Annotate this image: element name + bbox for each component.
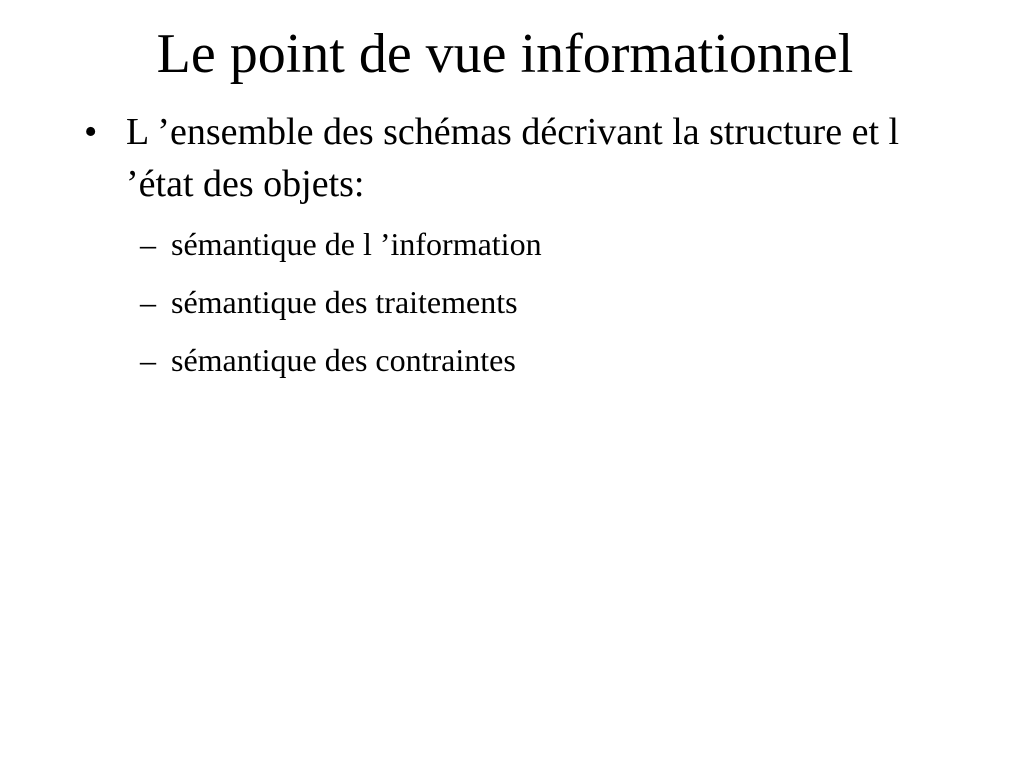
dash-marker: – (140, 284, 156, 320)
sub-bullet-item (140, 280, 940, 338)
sub-bullet-item (140, 222, 940, 280)
bullet-marker: • (84, 111, 98, 153)
dash-marker: – (140, 342, 156, 378)
slide-title: Le point de vue informationnel (156, 23, 854, 85)
bullet-text: L ’ensemble des schémas décrivant la structure et l ’état des objets: (126, 111, 900, 205)
bullet-item (84, 106, 944, 210)
sub-bullet-text: sémantique des traitements (171, 284, 518, 320)
sub-bullet-text: sémantique de l ’information (171, 226, 542, 262)
sub-bullet-list (140, 222, 940, 396)
sub-bullet-item (140, 338, 940, 396)
dash-marker: – (140, 226, 156, 262)
sub-bullet-text: sémantique des contraintes (171, 342, 516, 378)
